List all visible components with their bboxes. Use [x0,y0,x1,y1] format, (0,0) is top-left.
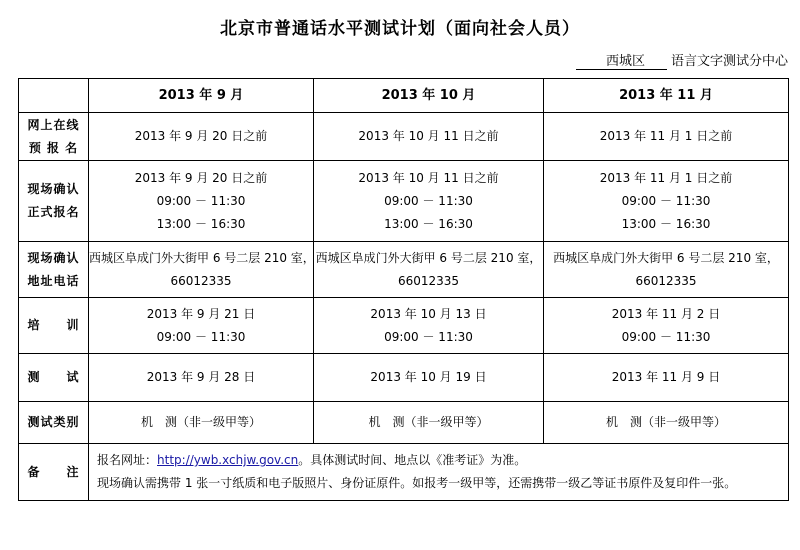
issuer-center: 语言文字测试分中心 [670,54,788,69]
row-online-preregistration [19,113,789,161]
header-row [19,79,789,113]
notes-line-2: 现场确认需携带 1 张一寸纸质和电子版照片、身份证原件。如报考一级甲等，还需携带一级乙等证书原件及复印件一张。 [97,476,737,490]
registration-url-link[interactable]: http://ywb.xchjw.gov.cn [157,453,299,467]
row-label: 备 注 [19,444,89,501]
row-label: 网上在线 预 报 名 [19,113,89,161]
row-test-category [19,402,789,444]
row-label: 测试类别 [19,402,89,444]
confirm-cell: 2013 年 10 月 11 日之前 09:00 － 11:30 13:00 － 16:30 [314,161,544,242]
row-test-date [19,354,789,402]
online-cell: 2013 年 11 月 1 日之前 [544,113,789,161]
row-label: 现场确认 正式报名 [19,161,89,242]
online-cell: 2013 年 10 月 11 日之前 [314,113,544,161]
category-cell: 机 测（非一级甲等） [544,402,789,444]
row-notes [19,444,789,501]
row-label: 培 训 [19,298,89,354]
address-cell: 西城区阜成门外大街甲 6 号二层 210 室， 66012335 [544,242,789,298]
issuer-district: 西城区 [576,50,667,70]
online-cell: 2013 年 9 月 20 日之前 [89,113,314,161]
training-cell: 2013 年 10 月 13 日 09:00 － 11:30 [314,298,544,354]
address-cell: 西城区阜成门外大街甲 6 号二层 210 室， 66012335 [89,242,314,298]
notes-line-1: 报名网址：http://ywb.xchjw.gov.cn。具体测试时间、地点以《准考证》为准。 [97,453,527,467]
training-cell: 2013 年 9 月 21 日 09:00 － 11:30 [89,298,314,354]
row-label: 测 试 [19,354,89,402]
month-header-3: 2013 年 11 月 [544,79,789,113]
corner-cell [19,79,89,113]
confirm-cell: 2013 年 11 月 1 日之前 09:00 － 11:30 13:00 － 16:30 [544,161,789,242]
test-cell: 2013 年 10 月 19 日 [314,354,544,402]
training-cell: 2013 年 11 月 2 日 09:00 － 11:30 [544,298,789,354]
row-address-phone [19,242,789,298]
category-cell: 机 测（非一级甲等） [314,402,544,444]
issuer-line [576,50,788,70]
row-onsite-confirmation [19,161,789,242]
page-title: 北京市普通话水平测试计划（面向社会人员） [220,19,580,39]
test-cell: 2013 年 9 月 28 日 [89,354,314,402]
test-cell: 2013 年 11 月 9 日 [544,354,789,402]
category-cell: 机 测（非一级甲等） [89,402,314,444]
notes-cell [89,444,789,501]
row-training [19,298,789,354]
schedule-table [18,78,789,501]
month-header-1: 2013 年 9 月 [89,79,314,113]
address-cell: 西城区阜成门外大街甲 6 号二层 210 室， 66012335 [314,242,544,298]
row-label: 现场确认 地址电话 [19,242,89,298]
month-header-2: 2013 年 10 月 [314,79,544,113]
confirm-cell: 2013 年 9 月 20 日之前 09:00 － 11:30 13:00 － 16:30 [89,161,314,242]
